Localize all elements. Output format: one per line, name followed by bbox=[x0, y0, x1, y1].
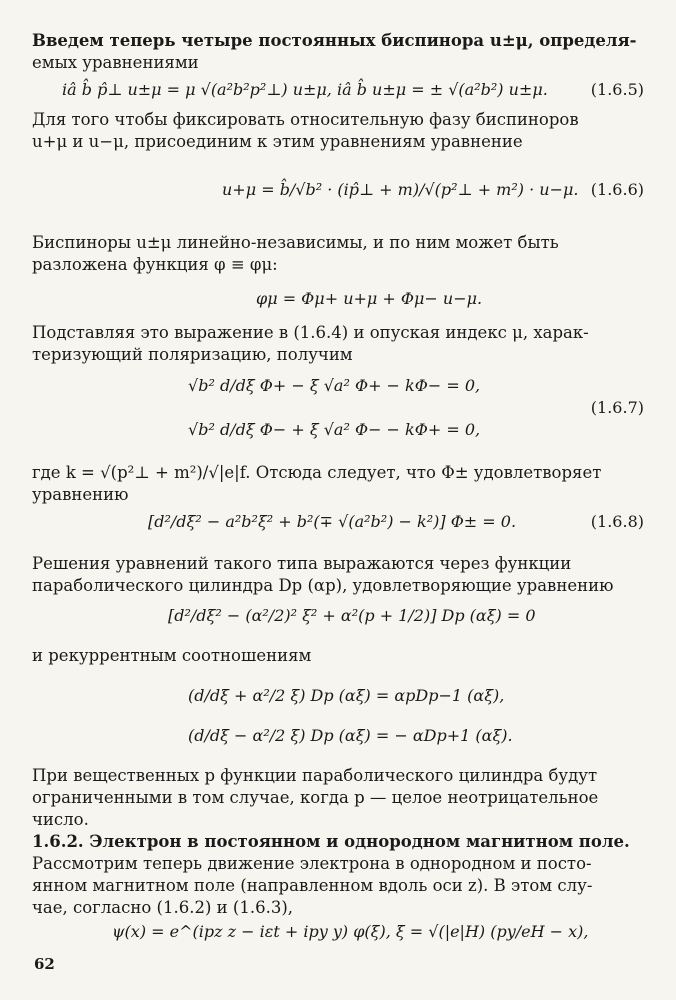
equation-number: (1.6.8) bbox=[590, 512, 644, 531]
text-line: теризующий поляризацию, получим bbox=[32, 345, 353, 364]
equation: iâ b̂ p̂⊥ u±μ = μ √(a²b²p²⊥) u±μ, iâ b̂ u±μ = ± √(a²b²) u±μ. bbox=[62, 80, 548, 99]
equation-number: (1.6.5) bbox=[590, 80, 644, 99]
text-line: Введем теперь четыре постоянных биспинора u±μ, определя- bbox=[32, 31, 637, 50]
equation: [d²/dξ² − (α²/2)² ξ² + α²(p + 1/2)] Dp (αξ) = 0 bbox=[168, 606, 536, 625]
equation: √b² d/dξ Φ− + ξ √a² Φ− − kΦ+ = 0, bbox=[188, 420, 481, 439]
equation: φμ = Φμ+ u+μ + Φμ− u−μ. bbox=[256, 289, 483, 308]
text-line: где k = √(p²⊥ + m²)/√|e|f. Отсюда следует, что Φ± удовлетворяет bbox=[32, 463, 602, 482]
text-line: Рассмотрим теперь движение электрона в однородном и посто- bbox=[32, 854, 592, 873]
text-line: параболического цилиндра Dp (αp), удовлетворяющие уравнению bbox=[32, 576, 614, 595]
equation: [d²/dξ² − a²b²ξ² + b²(∓ √(a²b²) − k²)] Φ± = 0. bbox=[148, 512, 517, 531]
equation: u+μ = b̂/√b² · (ip̂⊥ + m)/√(p²⊥ + m²) · u−μ. bbox=[222, 180, 579, 199]
text-line: уравнению bbox=[32, 485, 129, 504]
equation: √b² d/dξ Φ+ − ξ √a² Φ+ − kΦ− = 0, bbox=[188, 376, 481, 395]
text-line: Для того чтобы фиксировать относительную фазу биспиноров bbox=[32, 110, 579, 129]
text-line: Биспиноры u±μ линейно-независимы, и по ним может быть bbox=[32, 233, 559, 252]
equation: (d/dξ − α²/2 ξ) Dp (αξ) = − αDp+1 (αξ). bbox=[188, 726, 513, 745]
text-line: емых уравнениями bbox=[32, 53, 199, 72]
equation-number: (1.6.7) bbox=[590, 398, 644, 417]
text-line: При вещественных p функции параболического цилиндра будут bbox=[32, 766, 598, 785]
page-number: 62 bbox=[34, 955, 55, 973]
equation-number: (1.6.6) bbox=[590, 180, 644, 199]
text-line: ограниченными в том случае, когда p — целое неотрицательное bbox=[32, 788, 599, 807]
text-line: 1.6.2. Электрон в постоянном и однородном магнитном поле. bbox=[32, 832, 630, 851]
equation: ψ(x) = e^(ipz z − iεt + ipy y) φ(ξ), ξ = √(|e|H) (py/eH − x), bbox=[112, 922, 589, 941]
text-line: янном магнитном поле (направленном вдоль оси z). В этом слу- bbox=[32, 876, 593, 895]
text-line: Решения уравнений такого типа выражаются через функции bbox=[32, 554, 572, 573]
text-line: Подставляя это выражение в (1.6.4) и опуская индекс μ, харак- bbox=[32, 323, 589, 342]
text-line: разложена функция φ ≡ φμ: bbox=[32, 255, 278, 274]
text-line: u+μ и u−μ, присоединим к этим уравнениям уравнение bbox=[32, 132, 523, 151]
equation: (d/dξ + α²/2 ξ) Dp (αξ) = αpDp−1 (αξ), bbox=[188, 686, 505, 705]
text-line: чае, согласно (1.6.2) и (1.6.3), bbox=[32, 898, 294, 917]
text-line: и рекуррентным соотношениям bbox=[32, 646, 312, 665]
text-line: число. bbox=[32, 810, 89, 829]
